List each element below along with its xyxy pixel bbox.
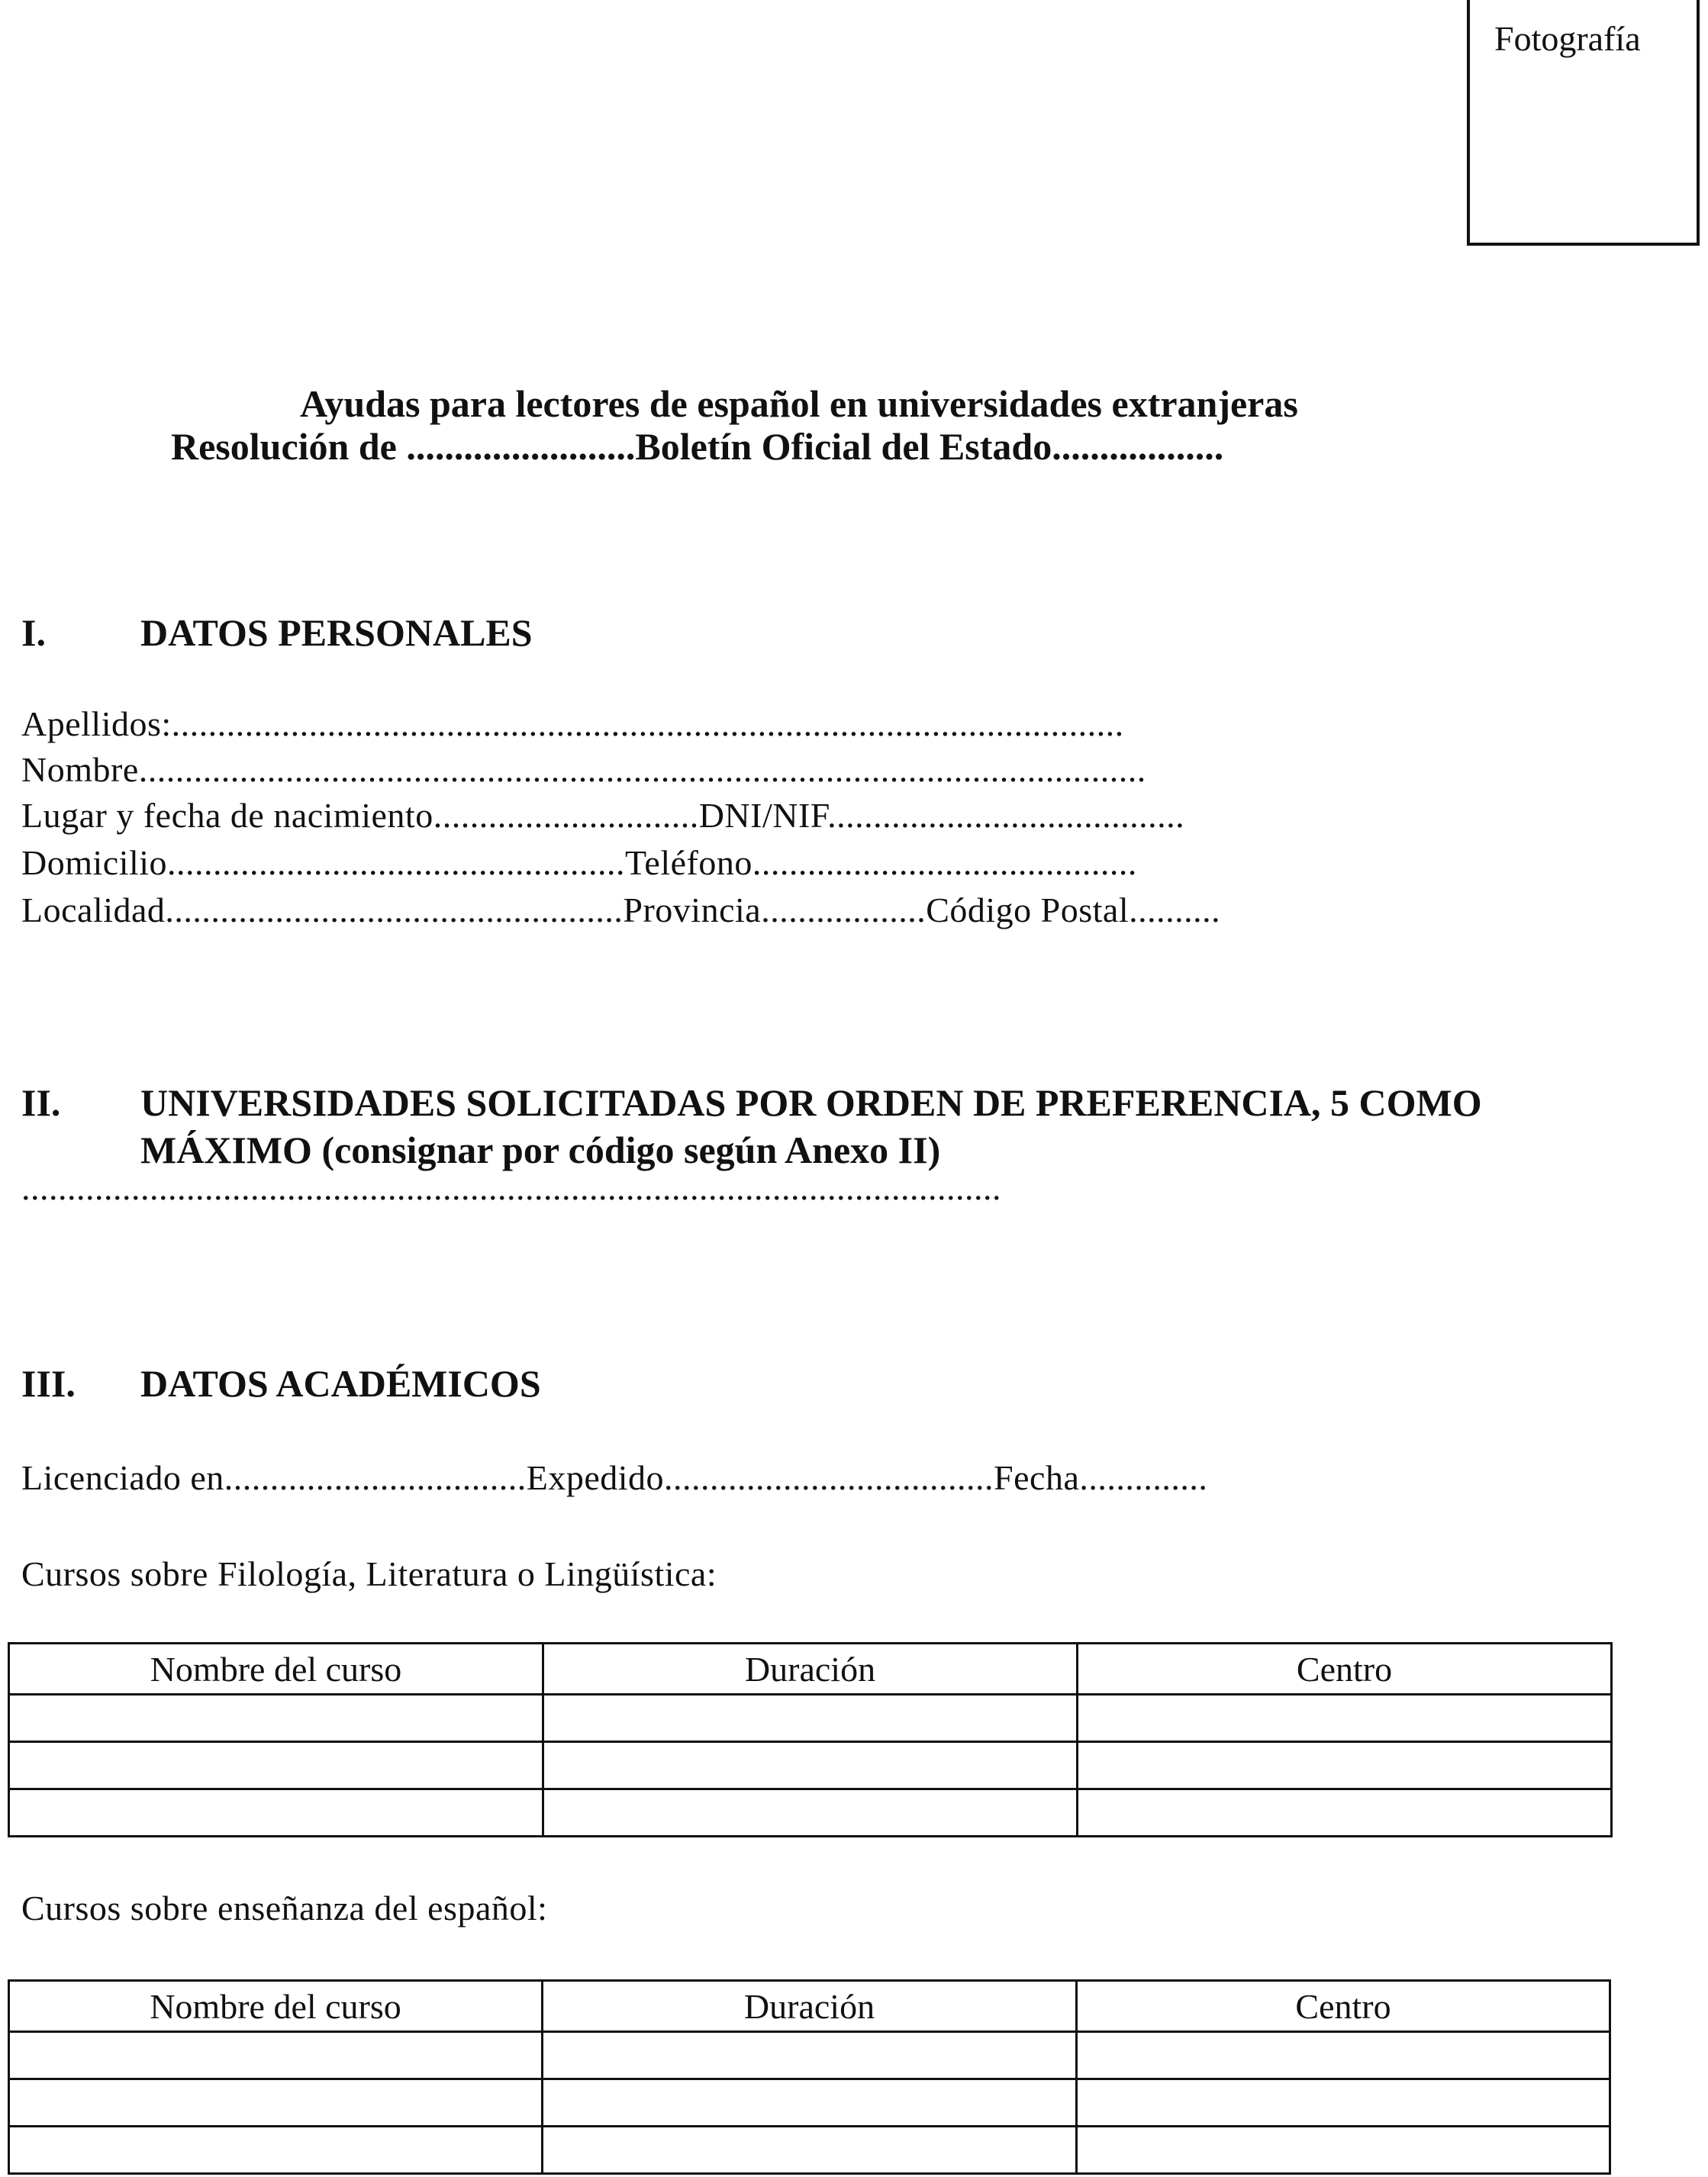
courses-spanish-label: Cursos sobre enseñanza del español: (21, 1889, 548, 1927)
table-cell[interactable] (9, 1695, 543, 1742)
resolution-line: Resolución de ........................Boletín Oficial del Estado.................. (171, 425, 1224, 468)
domicilio-telefono-field[interactable]: Domicilio..................................................Teléfono.......................................... (21, 843, 1137, 882)
section-1-title: DATOS PERSONALES (140, 611, 533, 654)
courses-spanish-table (8, 1979, 1611, 2175)
column-header-centre: Centro (1077, 1981, 1610, 2032)
nombre-field[interactable]: Nombre.............................................................................................................. (21, 750, 1146, 789)
photo-label: Fotografía (1494, 19, 1641, 58)
table-cell[interactable] (543, 2127, 1077, 2174)
column-header-centre: Centro (1078, 1644, 1612, 1695)
table-cell[interactable] (543, 2079, 1077, 2127)
table-cell[interactable] (1078, 1695, 1612, 1742)
table-cell[interactable] (543, 1789, 1078, 1837)
table-cell[interactable] (9, 1789, 543, 1837)
section-3-title: DATOS ACADÉMICOS (140, 1362, 541, 1405)
table-row (9, 1789, 1612, 1837)
table-row (9, 2079, 1610, 2127)
table-cell[interactable] (9, 2127, 543, 2174)
localidad-provincia-cp-field[interactable]: Localidad..................................................Provincia..................Código Postal.......... (21, 890, 1221, 929)
universities-field[interactable]: ........................................................................................................... (21, 1168, 1001, 1207)
column-header-duration: Duración (543, 1644, 1078, 1695)
table-row (9, 2127, 1610, 2174)
column-header-duration: Duración (543, 1981, 1077, 2032)
birth-dni-field[interactable]: Lugar y fecha de nacimiento.............................DNI/NIF....................................... (21, 796, 1185, 835)
courses-philology-label: Cursos sobre Filología, Literatura o Lingüística: (21, 1554, 717, 1593)
photo-box (1467, 0, 1700, 246)
table-cell[interactable] (1077, 2032, 1610, 2079)
table-cell[interactable] (1078, 1742, 1612, 1789)
section-2-title-line1: UNIVERSIDADES SOLICITADAS POR ORDEN DE PREFERENCIA, 5 COMO (140, 1081, 1482, 1124)
table-cell[interactable] (543, 1695, 1078, 1742)
column-header-course-name: Nombre del curso (9, 1644, 543, 1695)
table-cell[interactable] (9, 2032, 543, 2079)
form-title: Ayudas para lectores de español en universidades extranjeras (300, 382, 1298, 425)
section-1-number: I. (21, 611, 46, 654)
table-cell[interactable] (1078, 1789, 1612, 1837)
table-row (9, 1742, 1612, 1789)
table-cell[interactable] (543, 2032, 1077, 2079)
table-cell[interactable] (9, 1742, 543, 1789)
table-cell[interactable] (1077, 2127, 1610, 2174)
degree-field[interactable]: Licenciado en.................................Expedido....................................Fecha.............. (21, 1458, 1208, 1497)
table-cell[interactable] (1077, 2079, 1610, 2127)
apellidos-field[interactable]: Apellidos:........................................................................................................ (21, 704, 1124, 743)
table-row (9, 2032, 1610, 2079)
section-2-number: II. (21, 1081, 61, 1124)
column-header-course-name: Nombre del curso (9, 1981, 543, 2032)
table-cell[interactable] (9, 2079, 543, 2127)
section-2-title-line2: MÁXIMO (consignar por código según Anexo II) (140, 1129, 941, 1171)
section-3-number: III. (21, 1362, 76, 1405)
courses-philology-table (8, 1642, 1613, 1837)
table-row (9, 1695, 1612, 1742)
table-cell[interactable] (543, 1742, 1078, 1789)
